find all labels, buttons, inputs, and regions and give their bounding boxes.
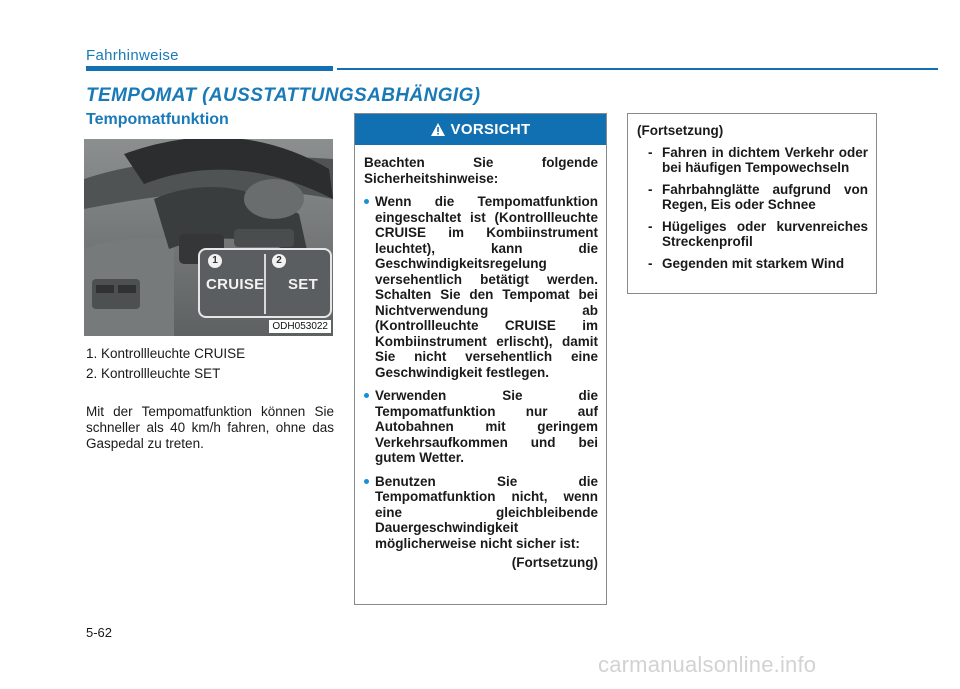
- dash-marker: -: [648, 181, 653, 197]
- callout-number-1: 1: [208, 254, 222, 268]
- continuation-item: [637, 219, 868, 250]
- caution-bullet-text-2: Verwenden Sie die Tempomatfunktion nur auf Autobahnen mit geringem Verkehrsaufkommen und bei gutem Wetter.: [375, 388, 598, 465]
- bullet-dot: [364, 199, 369, 204]
- legend-item-2: 2. Kontrollleuchte SET: [86, 366, 221, 381]
- continuation-body: [628, 114, 876, 277]
- caution-heading: VORSICHT: [450, 121, 531, 138]
- dash-marker: -: [648, 144, 653, 160]
- dash-marker: -: [648, 218, 653, 234]
- indicator-callout: [198, 248, 332, 318]
- header-bar-thin: [337, 68, 938, 70]
- callout-divider: [264, 254, 266, 314]
- callout-number-2: 2: [272, 254, 286, 268]
- watermark: carmanualsonline.info: [598, 652, 817, 677]
- continuation-heading: (Fortsetzung): [637, 123, 724, 138]
- continuation-box: [627, 113, 877, 294]
- legend-item-1: 1. Kontrollleuchte CRUISE: [86, 346, 246, 361]
- section-subtitle: Tempomatfunktion: [86, 111, 229, 128]
- caution-bullet-text-1: Wenn die Tempomatfunktion eingeschaltet ist (Kontrollleuchte CRUISE im Kombiinstrument leuchtet), kann die Geschwindigkeitsregelung versehentlich betätigt werden. Schalten Sie den Tempomat bei Nichtverwendung ab (Kontrollleuchte CRUISE im Kombiinstrument erlischt), damit Sie nicht versehentlich eine Geschwindigkeit festlegen.: [375, 194, 598, 380]
- warning-icon: [431, 123, 445, 136]
- caution-body: [355, 145, 606, 577]
- caution-intro: Beachten Sie folgende Sicherheitshinweise:: [364, 155, 598, 186]
- continuation-item: [637, 256, 868, 272]
- header-bar-thick: [86, 66, 333, 71]
- chapter-header: Fahrhinweise: [86, 47, 179, 64]
- continuation-item-text-1: Fahren in dichtem Verkehr oder bei häufigen Tempowechseln: [662, 144, 868, 175]
- figure-code: ODH053022: [269, 320, 331, 333]
- body-paragraph: Mit der Tempomatfunktion können Sie schneller als 40 km/h fahren, ohne das Gaspedal zu treten.: [86, 404, 334, 451]
- caution-header: [355, 114, 606, 145]
- continuation-item-text-2: Fahrbahnglätte aufgrund von Regen, Eis oder Schnee: [662, 181, 868, 212]
- caution-box: [354, 113, 607, 605]
- continued-note: (Fortsetzung): [511, 555, 598, 570]
- caution-bullet-text-3: Benutzen Sie die Tempomatfunktion nicht, wenn eine gleichbleibende Dauergeschwindigkeit möglicherweise nicht sicher ist:: [375, 473, 598, 551]
- continuation-item: [637, 145, 868, 176]
- continuation-item-text-4: Gegenden mit starkem Wind: [662, 255, 845, 271]
- caution-bullet: [364, 474, 598, 552]
- continuation-item: [637, 182, 868, 213]
- section-title: TEMPOMAT (AUSSTATTUNGSABHÄNGIG): [86, 85, 481, 106]
- page-number: 5-62: [86, 625, 113, 640]
- bullet-dot: [364, 479, 369, 484]
- continuation-item-text-3: Hügeliges oder kurvenreiches Streckenprofil: [662, 218, 868, 249]
- bullet-dot: [364, 393, 369, 398]
- dash-marker: -: [648, 255, 653, 271]
- caution-bullet: [364, 388, 598, 466]
- callout-label-set: SET: [288, 276, 319, 293]
- caution-bullet: [364, 194, 598, 380]
- callout-label-cruise: CRUISE: [206, 276, 265, 293]
